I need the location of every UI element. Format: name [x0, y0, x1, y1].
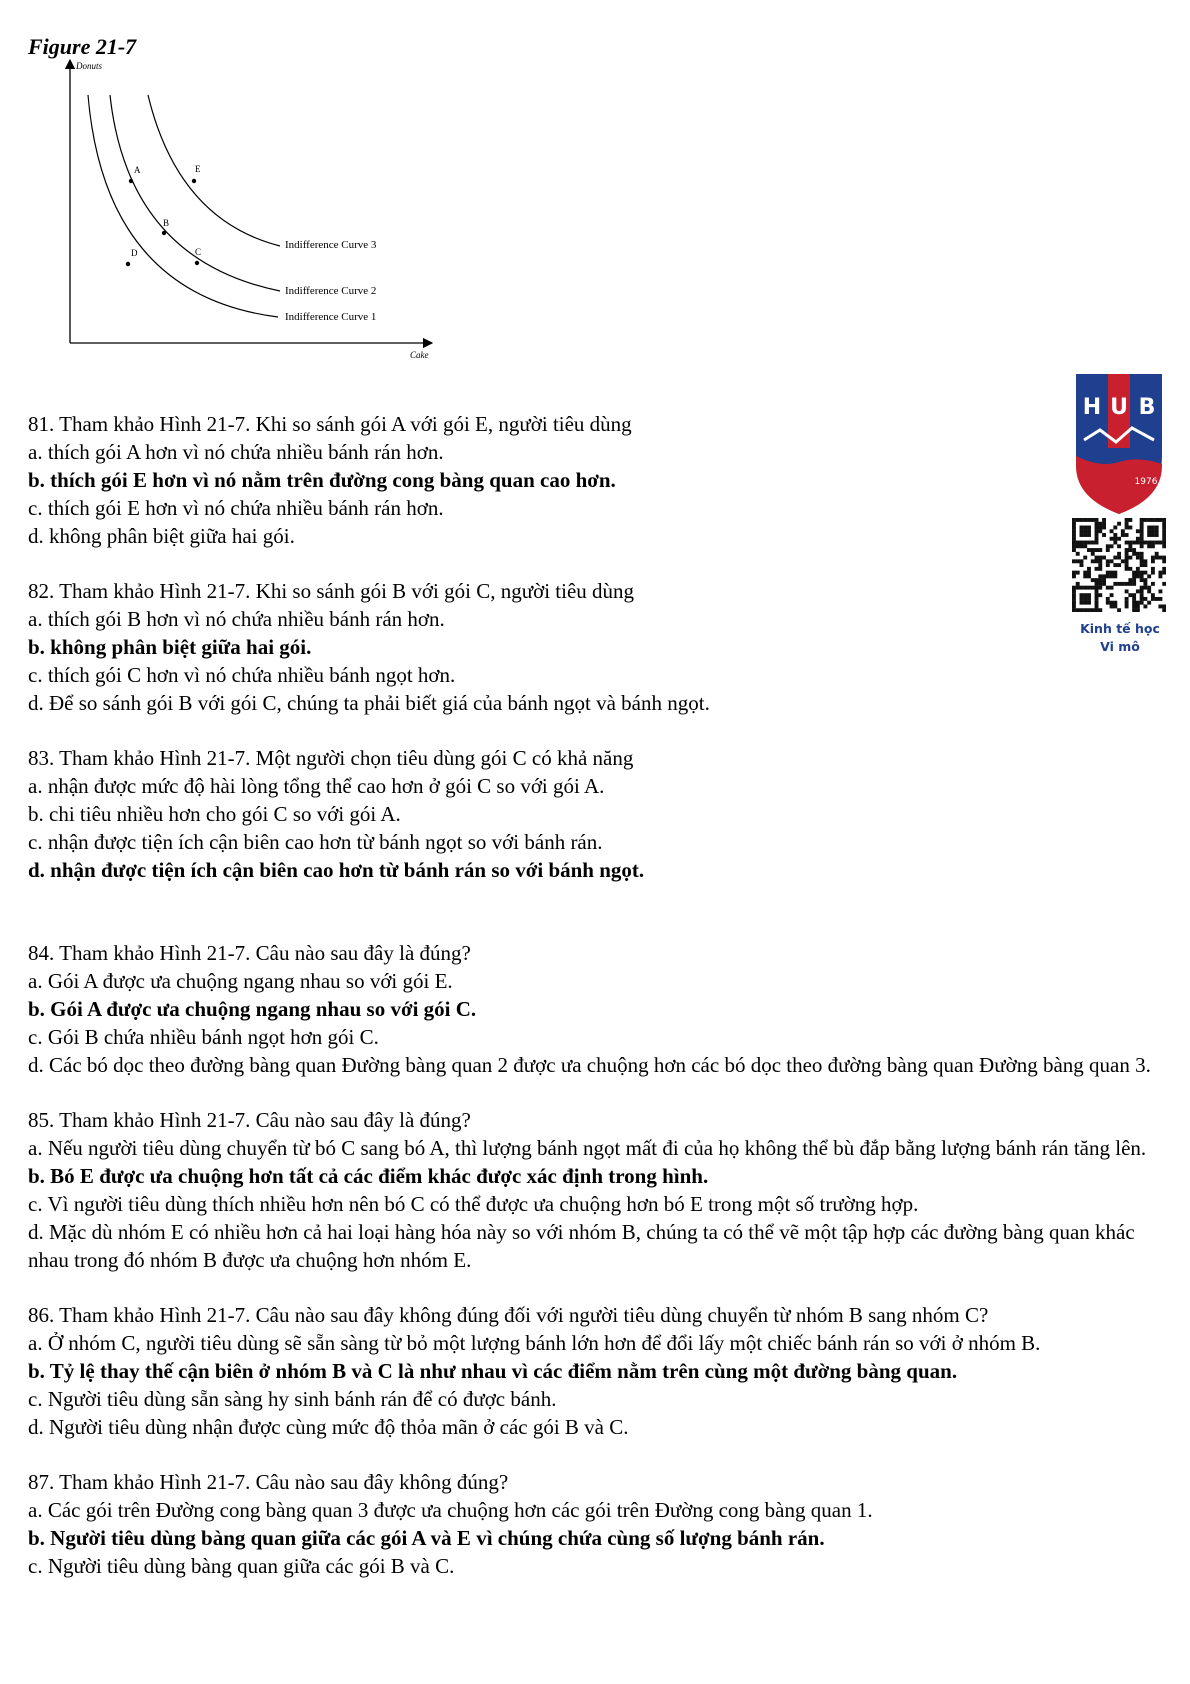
- answer-option: d. không phân biệt giữa hai gói.: [28, 524, 295, 548]
- point-c: [195, 261, 199, 265]
- answer-option: c. Người tiêu dùng bàng quan giữa các gói B và C.: [28, 1554, 455, 1578]
- question-86: [28, 1301, 1168, 1441]
- question-stem: 84. Tham khảo Hình 21-7. Câu nào sau đây là đúng?: [28, 941, 471, 965]
- x-axis-label: Cake: [410, 350, 429, 360]
- question-list: [28, 410, 1168, 1607]
- point-label-c: C: [195, 247, 202, 257]
- answer-option: b. Gói A được ưa chuộng ngang nhau so với gói C.: [28, 997, 477, 1021]
- qr-caption-line-1: Kinh tế học: [1080, 621, 1160, 636]
- answer-option: a. thích gói A hơn vì nó chứa nhiều bánh rán hơn.: [28, 440, 444, 464]
- answer-option: c. Người tiêu dùng sẵn sàng hy sinh bánh rán để có được bánh.: [28, 1387, 557, 1411]
- point-label-e: E: [195, 164, 201, 174]
- answer-option: c. nhận được tiện ích cận biên cao hơn từ bánh ngọt so với bánh rán.: [28, 830, 603, 854]
- question-stem: 81. Tham khảo Hình 21-7. Khi so sánh gói A với gói E, người tiêu dùng: [28, 412, 632, 436]
- question-87: [28, 1468, 1168, 1580]
- answer-option: d. Người tiêu dùng nhận được cùng mức độ thỏa mãn ở các gói B và C.: [28, 1415, 629, 1439]
- y-axis-label: Donuts: [76, 61, 103, 71]
- question-stem: 86. Tham khảo Hình 21-7. Câu nào sau đây không đúng đối với người tiêu dùng chuyển từ nhóm B sang nhóm C?: [28, 1303, 989, 1327]
- logo-letter-h: H: [1082, 395, 1102, 420]
- logo-year: 1976: [1134, 477, 1158, 487]
- point-label-a: A: [134, 165, 141, 175]
- point-a: [129, 179, 133, 183]
- question-stem: 82. Tham khảo Hình 21-7. Khi so sánh gói B với gói C, người tiêu dùng: [28, 579, 635, 603]
- answer-option: b. chi tiêu nhiều hơn cho gói C so với gói A.: [28, 802, 401, 826]
- answer-option: b. Người tiêu dùng bàng quan giữa các gói A và E vì chúng chứa cùng số lượng bánh rán.: [28, 1526, 825, 1550]
- answer-option: d. Mặc dù nhóm E có nhiều hơn cả hai loại hàng hóa này so với nhóm B, chúng ta có thể vẽ một tập hợp các đường bàng quan khác nhau trong đó nhóm B được ưa chuộng hơn nhóm E.: [28, 1220, 1135, 1272]
- question-stem: 85. Tham khảo Hình 21-7. Câu nào sau đây là đúng?: [28, 1108, 471, 1132]
- question-85: [28, 1106, 1168, 1274]
- answer-option: a. nhận được mức độ hài lòng tổng thể cao hơn ở gói C so với gói A.: [28, 774, 605, 798]
- answer-option: d. nhận được tiện ích cận biên cao hơn từ bánh rán so với bánh ngọt.: [28, 858, 645, 882]
- question-stem: 87. Tham khảo Hình 21-7. Câu nào sau đây không đúng?: [28, 1470, 509, 1494]
- answer-option: b. Tỷ lệ thay thế cận biên ở nhóm B và C là như nhau vì các điểm nằm trên cùng một đường bàng quan.: [28, 1359, 958, 1383]
- point-e: [192, 179, 196, 183]
- point-d: [126, 262, 130, 266]
- logo-letter-u: U: [1110, 395, 1128, 420]
- answer-option: b. không phân biệt giữa hai gói.: [28, 635, 312, 659]
- indifference-curve-2: [110, 95, 280, 291]
- point-label-d: D: [131, 248, 138, 258]
- answer-option: a. thích gói B hơn vì nó chứa nhiều bánh rán hơn.: [28, 607, 445, 631]
- indifference-curve-figure: [0, 0, 460, 370]
- figure-title: Figure 21-7: [28, 34, 137, 59]
- spacer: [28, 911, 1168, 939]
- answer-option: c. Vì người tiêu dùng thích nhiều hơn nên bó C có thể được ưa chuộng hơn bó E trong một số trường hợp.: [28, 1192, 919, 1216]
- answer-option: c. thích gói E hơn vì nó chứa nhiều bánh rán hơn.: [28, 496, 444, 520]
- answer-option: a. Gói A được ưa chuộng ngang nhau so với gói E.: [28, 969, 453, 993]
- question-83: [28, 744, 1168, 884]
- answer-option: b. thích gói E hơn vì nó nằm trên đường cong bàng quan cao hơn.: [28, 468, 616, 492]
- curve-label-2: Indifference Curve 2: [285, 285, 377, 297]
- point-b: [162, 231, 166, 235]
- answer-option: c. thích gói C hơn vì nó chứa nhiều bánh ngọt hơn.: [28, 663, 456, 687]
- question-81: [28, 410, 1168, 550]
- curve-label-3: Indifference Curve 3: [285, 239, 377, 251]
- answer-option: a. Nếu người tiêu dùng chuyển từ bó C sang bó A, thì lượng bánh ngọt mất đi của họ không thể bù đắp bằng lượng bánh rán tăng lên.: [28, 1136, 1147, 1160]
- answer-option: c. Gói B chứa nhiều bánh ngọt hơn gói C.: [28, 1025, 379, 1049]
- indifference-curve-1: [88, 95, 278, 317]
- answer-option: d. Để so sánh gói B với gói C, chúng ta phải biết giá của bánh ngọt và bánh ngọt.: [28, 691, 710, 715]
- logo-letter-b: B: [1138, 395, 1156, 420]
- point-label-b: B: [163, 218, 170, 228]
- answer-option: b. Bó E được ưa chuộng hơn tất cả các điểm khác được xác định trong hình.: [28, 1164, 709, 1188]
- curve-label-1: Indifference Curve 1: [285, 311, 377, 323]
- answer-option: a. Ở nhóm C, người tiêu dùng sẽ sẵn sàng từ bỏ một lượng bánh lớn hơn để đổi lấy một chiếc bánh rán so với ở nhóm B.: [28, 1331, 1041, 1355]
- answer-option: d. Các bó dọc theo đường bàng quan Đường bàng quan 2 được ưa chuộng hơn các bó dọc theo đường bàng quan Đường bàng quan 3.: [28, 1053, 1151, 1077]
- qr-caption-line-2: Vi mô: [1100, 639, 1140, 654]
- question-stem: 83. Tham khảo Hình 21-7. Một người chọn tiêu dùng gói C có khả năng: [28, 746, 634, 770]
- question-82: [28, 577, 1168, 717]
- answer-option: a. Các gói trên Đường cong bàng quan 3 được ưa chuộng hơn các gói trên Đường cong bàng quan 1.: [28, 1498, 873, 1522]
- question-84: [28, 939, 1168, 1079]
